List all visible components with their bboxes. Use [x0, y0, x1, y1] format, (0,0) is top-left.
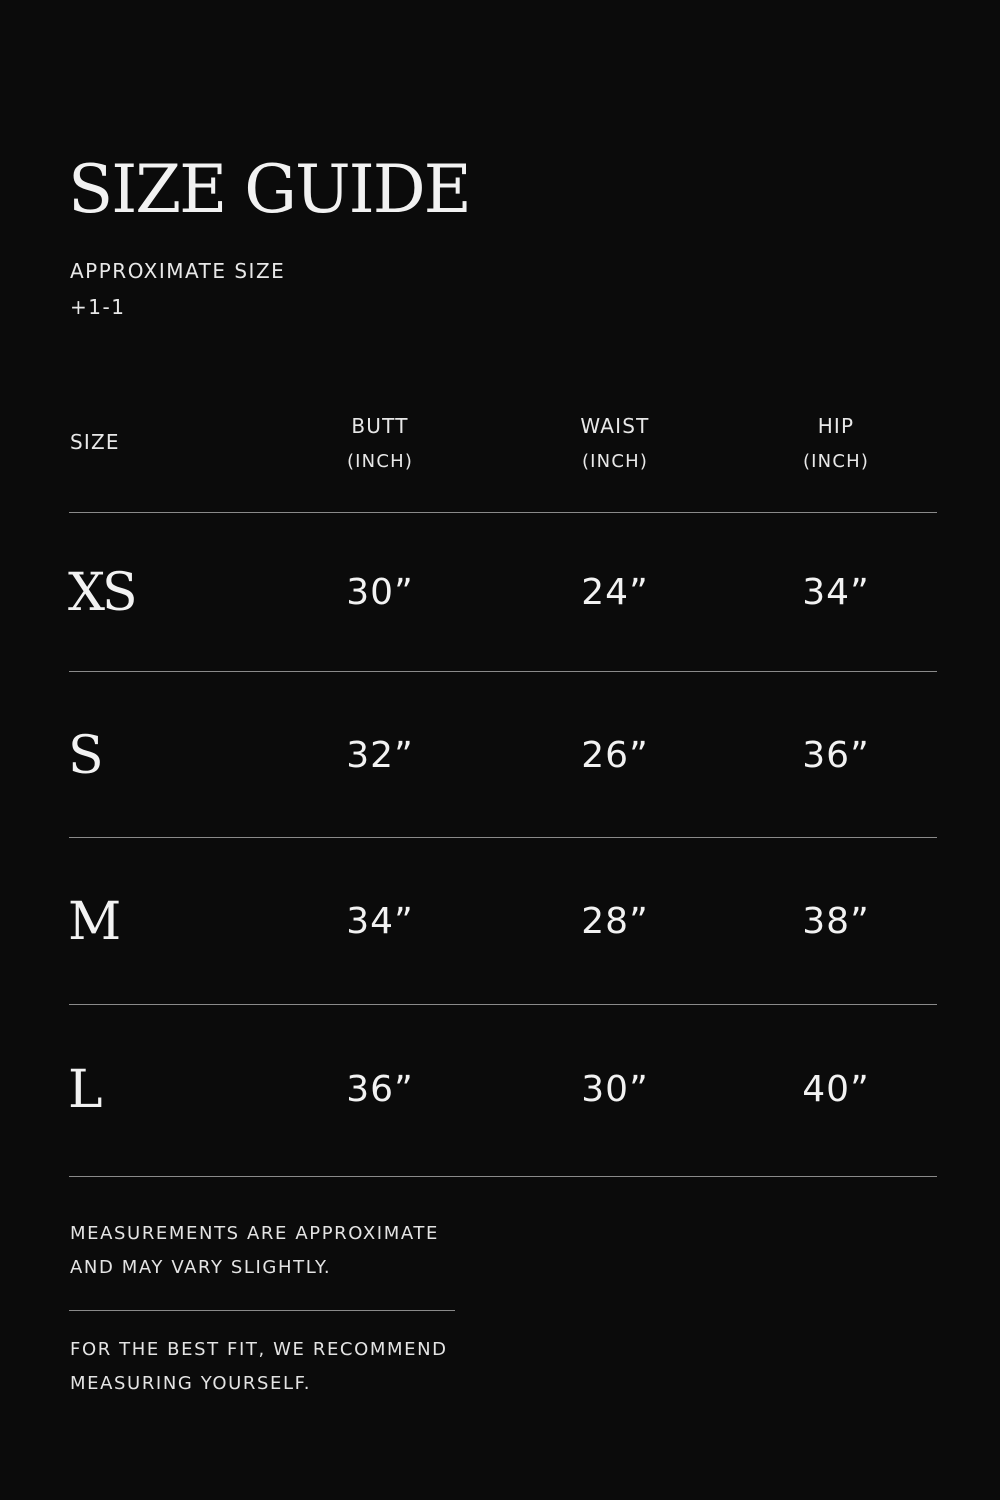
column-header-waist: [515, 408, 715, 480]
column-header-butt-unit: (INCH): [346, 451, 414, 472]
table-divider: [69, 1176, 937, 1177]
waist-value: 26”: [581, 735, 649, 776]
butt-value: 34”: [346, 901, 414, 942]
column-header-size: SIZE: [70, 430, 120, 454]
column-header-waist-unit: (INCH): [581, 451, 649, 472]
hip-value: 40”: [802, 1069, 870, 1110]
note-approximate: [70, 1217, 439, 1285]
column-header-hip: [736, 408, 936, 480]
butt-value: 32”: [346, 735, 414, 776]
table-row: [0, 882, 1000, 962]
waist-value: 28”: [581, 901, 649, 942]
note-approximate-line1: MEASUREMENTS ARE APPROXIMATE: [70, 1223, 439, 1244]
note-measure-yourself-line1: FOR THE BEST FIT, WE RECOMMEND: [70, 1339, 448, 1360]
column-header-hip-unit: (INCH): [802, 451, 870, 472]
table-row: [0, 553, 1000, 633]
notes-divider: [69, 1310, 455, 1311]
hip-value: 38”: [802, 901, 870, 942]
note-measure-yourself: [70, 1333, 448, 1401]
size-label: M: [68, 892, 119, 952]
note-measure-yourself-line2: MEASURING YOURSELF.: [70, 1373, 312, 1394]
hip-value: 34”: [802, 572, 870, 613]
table-row: [0, 1050, 1000, 1130]
subtitle: [70, 253, 285, 325]
waist-value: 24”: [581, 572, 649, 613]
hip-value: 36”: [802, 735, 870, 776]
column-header-butt: [280, 408, 480, 480]
column-header-waist-label: WAIST: [580, 414, 650, 438]
note-approximate-line2: AND MAY VARY SLIGHTLY.: [70, 1257, 332, 1278]
subtitle-approximate-size: APPROXIMATE SIZE: [70, 259, 286, 283]
size-label: S: [68, 726, 101, 786]
table-row: [0, 716, 1000, 796]
page-title: SIZE GUIDE: [68, 151, 470, 228]
butt-value: 36”: [346, 1069, 414, 1110]
table-divider: [69, 837, 937, 838]
column-header-butt-label: BUTT: [351, 414, 409, 438]
butt-value: 30”: [346, 572, 414, 613]
size-label: XS: [68, 563, 135, 623]
table-divider: [69, 1004, 937, 1005]
column-header-hip-label: HIP: [817, 414, 855, 438]
table-divider: [69, 512, 937, 513]
subtitle-tolerance: +1-1: [70, 295, 126, 319]
size-label: L: [68, 1060, 100, 1120]
waist-value: 30”: [581, 1069, 649, 1110]
table-divider: [69, 671, 937, 672]
